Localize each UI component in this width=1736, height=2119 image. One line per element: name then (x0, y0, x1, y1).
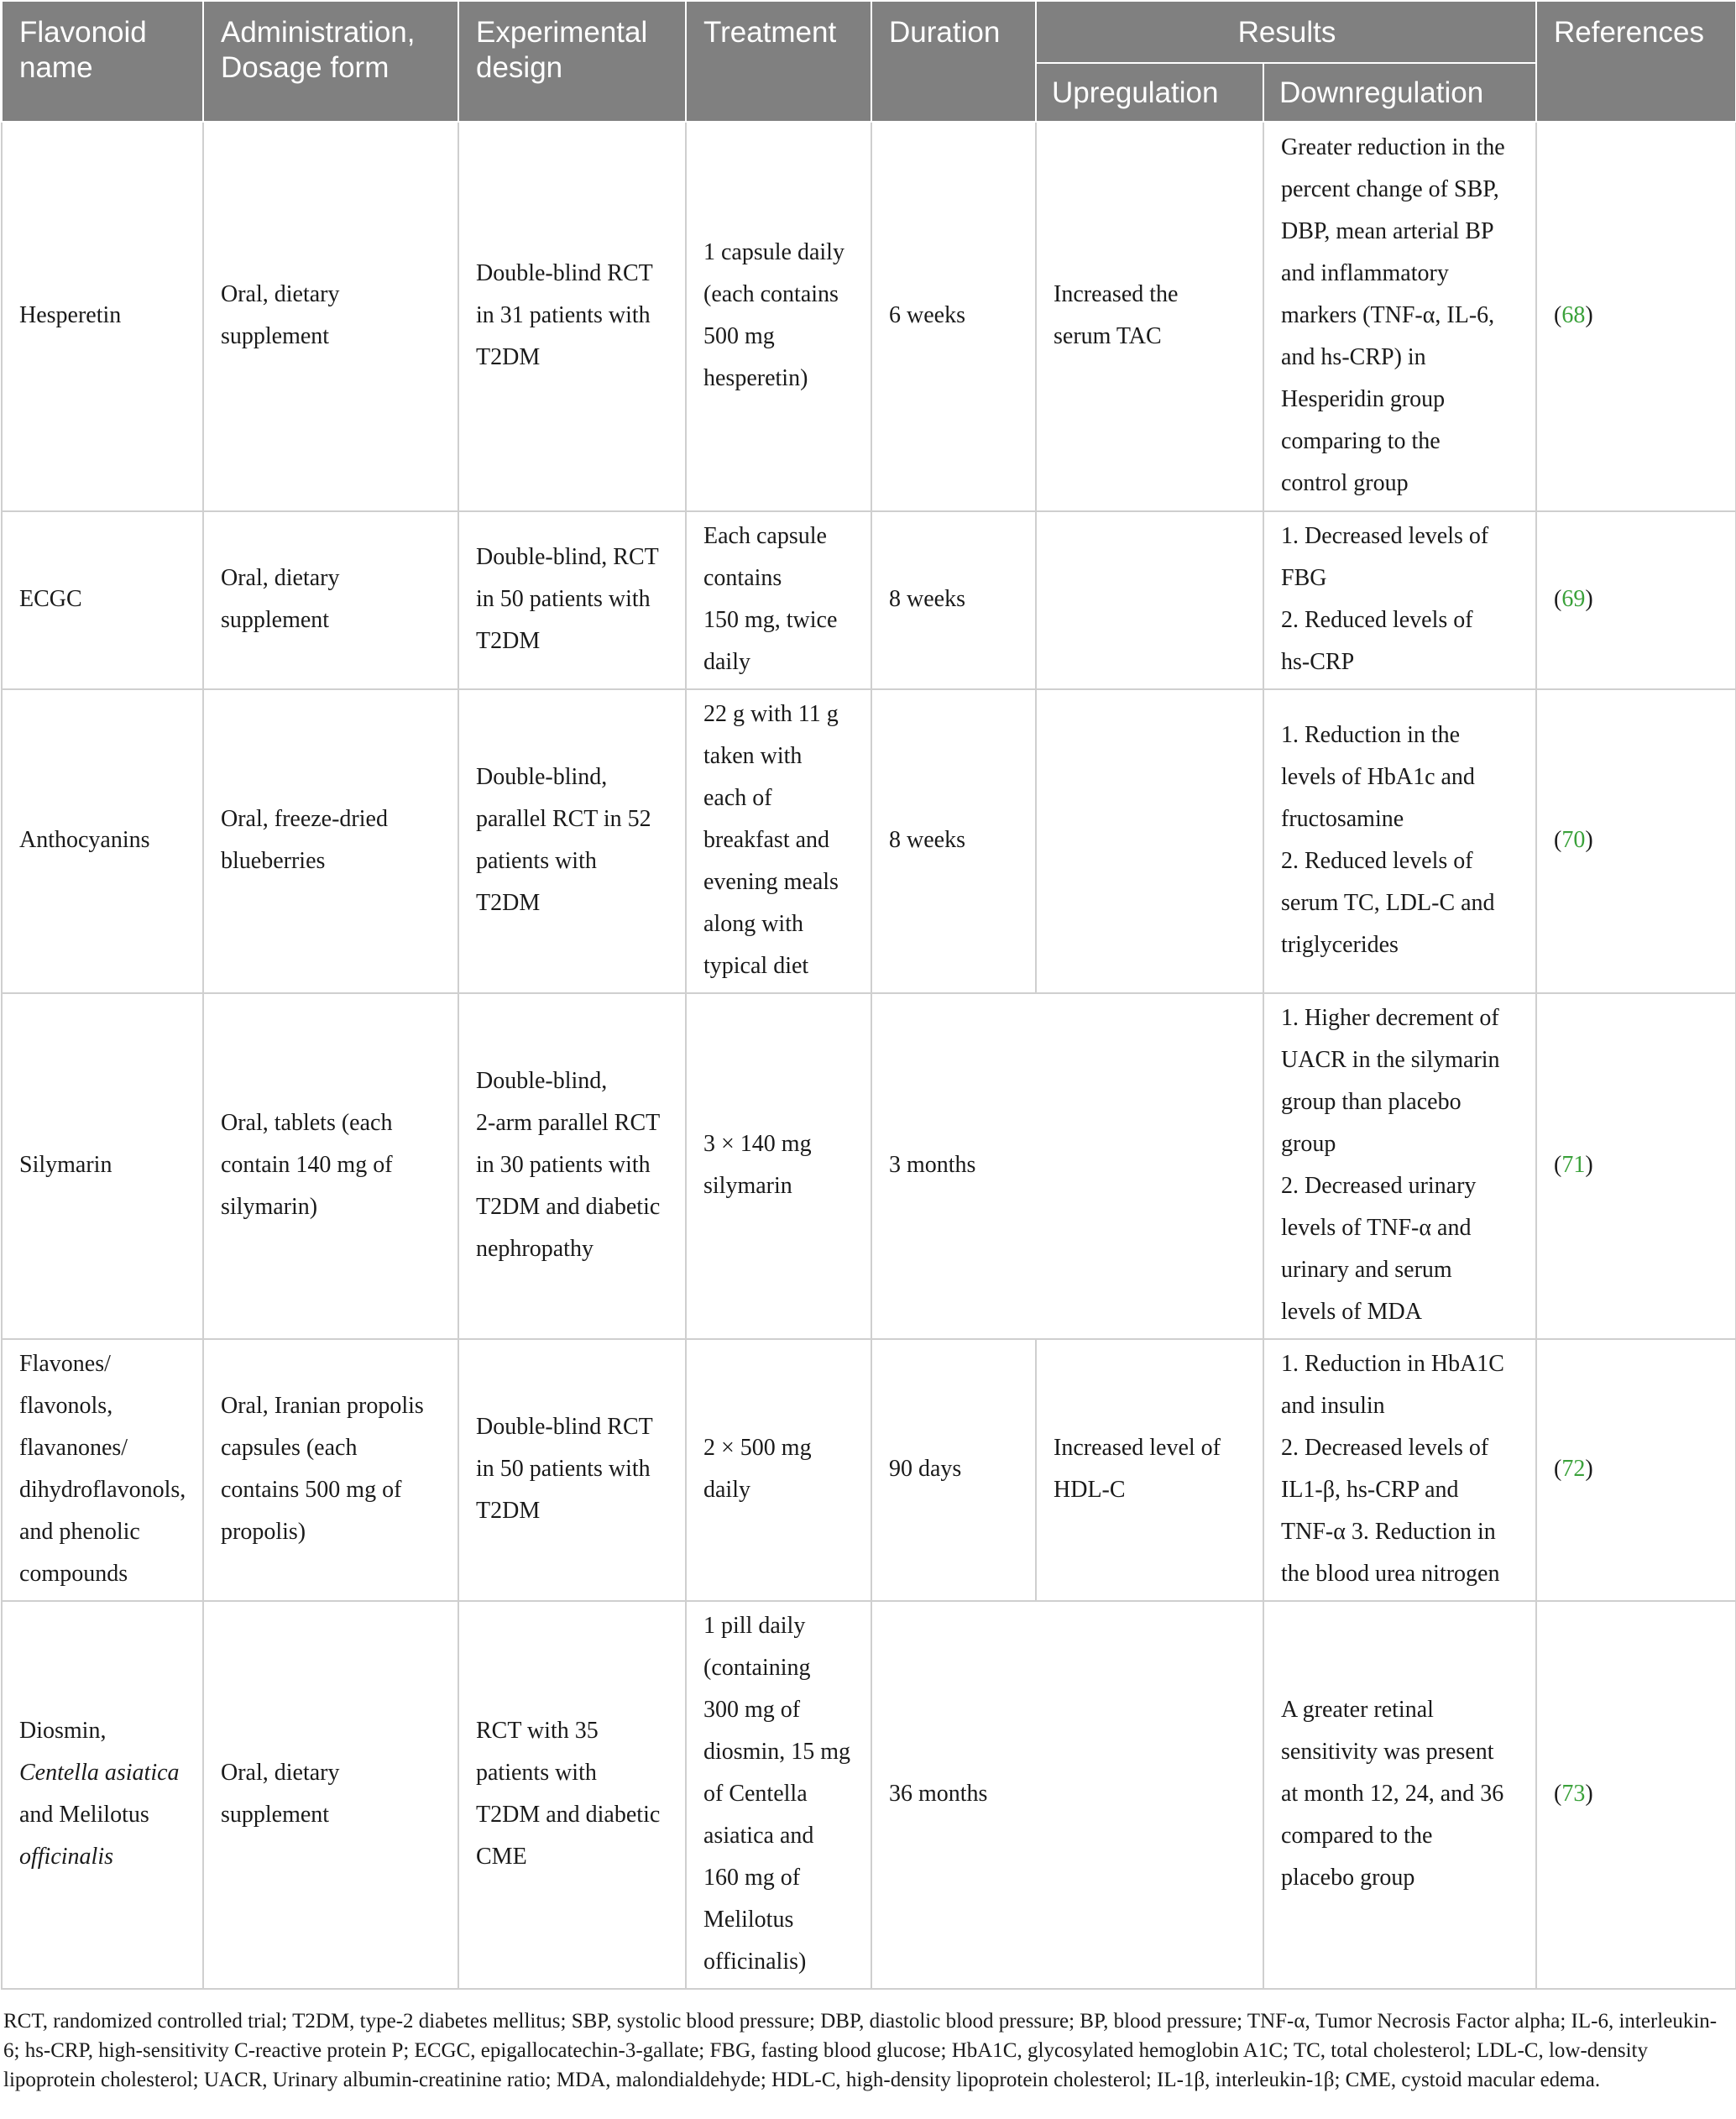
administration-cell: Oral, dietary supplement (203, 511, 458, 689)
table-row (2, 122, 1736, 511)
reference-link[interactable]: 70 (1561, 827, 1586, 853)
downregulation-cell: 1. Higher decrement of UACR in the silymarin group than placebo group 2. Decreased urinary levels of TNF-α and urinary and serum levels of MDA (1263, 993, 1536, 1339)
upregulation-cell (1036, 689, 1263, 993)
duration-cell: 8 weeks (871, 689, 1036, 993)
table-row (2, 511, 1736, 689)
design-cell: Double-blind, parallel RCT in 52 patients with T2DM (458, 689, 686, 993)
header-flavonoid-name: Flavonoid name (2, 1, 203, 122)
design-cell: Double-blind RCT in 50 patients with T2DM (458, 1339, 686, 1601)
upregulation-cell: Increased the serum TAC (1036, 122, 1263, 511)
reference-cell: (72) (1536, 1339, 1736, 1601)
duration-cell: 3 months (871, 993, 1263, 1339)
header-experimental-design: Experimental design (458, 1, 686, 122)
downregulation-cell: 1. Reduction in HbA1C and insulin 2. Decreased levels of IL1-β, hs-CRP and TNF-α 3. Reduction in the blood urea nitrogen (1263, 1339, 1536, 1601)
reference-link[interactable]: 71 (1561, 1152, 1586, 1178)
duration-cell: 6 weeks (871, 122, 1036, 511)
treatment-cell: 1 capsule daily (each contains 500 mg hesperetin) (686, 122, 871, 511)
header-results: Results (1036, 1, 1536, 63)
administration-cell: Oral, Iranian propolis capsules (each contains 500 mg of propolis) (203, 1339, 458, 1601)
upregulation-cell: Increased level of HDL-C (1036, 1339, 1263, 1601)
administration-cell: Oral, dietary supplement (203, 1601, 458, 1989)
table-row (2, 1601, 1736, 1989)
administration-cell: Oral, dietary supplement (203, 122, 458, 511)
treatment-cell: 2 × 500 mg daily (686, 1339, 871, 1601)
reference-cell: (70) (1536, 689, 1736, 993)
header-downregulation: Downregulation (1263, 63, 1536, 122)
header-references: References (1536, 1, 1736, 122)
design-cell: Double-blind, RCT in 50 patients with T2DM (458, 511, 686, 689)
reference-cell: (73) (1536, 1601, 1736, 1989)
reference-cell: (68) (1536, 122, 1736, 511)
reference-link[interactable]: 68 (1561, 302, 1586, 328)
downregulation-cell: Greater reduction in the percent change of SBP, DBP, mean arterial BP and inflammatory markers (TNF-α, IL-6, and hs-CRP) in Hesperidin group comparing to the control group (1263, 122, 1536, 511)
table-body (2, 122, 1736, 1989)
flavonoid-name-cell: ECGC (2, 511, 203, 689)
header-treatment: Treatment (686, 1, 871, 122)
treatment-cell: 22 g with 11 g taken with each of breakfast and evening meals along with typical diet (686, 689, 871, 993)
header-row (2, 1, 1736, 63)
downregulation-cell: A greater retinal sensitivity was present at month 12, 24, and 36 compared to the placebo group (1263, 1601, 1536, 1989)
table-footnote: RCT, randomized controlled trial; T2DM, type-2 diabetes mellitus; SBP, systolic blood pressure; DBP, diastolic blood pressure; BP, blood pressure; TNF-α, Tumor Necrosis Factor alpha; IL-6, interleukin-6; hs-CRP, high-sensitivity C-reactive protein P; ECGC, epigallocatechin-3-gallate; FBG, fasting blood glucose; HbA1C, glycosylated hemoglobin A1C; TC, total cholesterol; LDL-C, low-density lipoprotein cholesterol; UACR, Urinary albumin-creatinine ratio; MDA, malondialdehyde; HDL-C, high-density lipoprotein cholesterol; IL-1β, interleukin-1β; CME, cystoid macular edema. (3, 2010, 1718, 2091)
reference-link[interactable]: 73 (1561, 1781, 1586, 1807)
flavonoid-name-cell: Hesperetin (2, 122, 203, 511)
duration-cell: 8 weeks (871, 511, 1036, 689)
upregulation-cell (1036, 511, 1263, 689)
reference-cell: (71) (1536, 993, 1736, 1339)
duration-cell: 36 months (871, 1601, 1263, 1989)
reference-link[interactable]: 72 (1561, 1456, 1586, 1482)
design-cell: Double-blind RCT in 31 patients with T2DM (458, 122, 686, 511)
flavonoid-name-cell: Silymarin (2, 993, 203, 1339)
header-administration: Administration, Dosage form (203, 1, 458, 122)
table-row (2, 993, 1736, 1339)
treatment-cell: Each capsule contains 150 mg, twice daily (686, 511, 871, 689)
flavonoid-name-cell: Anthocyanins (2, 689, 203, 993)
administration-cell: Oral, tablets (each contain 140 mg of silymarin) (203, 993, 458, 1339)
header-duration: Duration (871, 1, 1036, 122)
downregulation-cell: 1. Decreased levels of FBG 2. Reduced levels of hs-CRP (1263, 511, 1536, 689)
downregulation-cell: 1. Reduction in the levels of HbA1c and fructosamine 2. Reduced levels of serum TC, LDL-C and triglycerides (1263, 689, 1536, 993)
flavonoid-trials-table (1, 0, 1736, 1990)
duration-cell: 90 days (871, 1339, 1036, 1601)
table-row (2, 689, 1736, 993)
reference-link[interactable]: 69 (1561, 586, 1586, 612)
flavonoid-name-cell: Diosmin, Centella asiatica and Melilotus officinalis (2, 1601, 203, 1989)
table-row (2, 1339, 1736, 1601)
reference-cell: (69) (1536, 511, 1736, 689)
treatment-cell: 3 × 140 mg silymarin (686, 993, 871, 1339)
design-cell: Double-blind, 2-arm parallel RCT in 30 patients with T2DM and diabetic nephropathy (458, 993, 686, 1339)
treatment-cell: 1 pill daily (containing 300 mg of diosmin, 15 mg of Centella asiatica and 160 mg of Melilotus officinalis) (686, 1601, 871, 1989)
design-cell: RCT with 35 patients with T2DM and diabetic CME (458, 1601, 686, 1989)
header-upregulation: Upregulation (1036, 63, 1263, 122)
administration-cell: Oral, freeze-dried blueberries (203, 689, 458, 993)
flavonoid-name-cell: Flavones/ flavonols, flavanones/ dihydroflavonols, and phenolic compounds (2, 1339, 203, 1601)
